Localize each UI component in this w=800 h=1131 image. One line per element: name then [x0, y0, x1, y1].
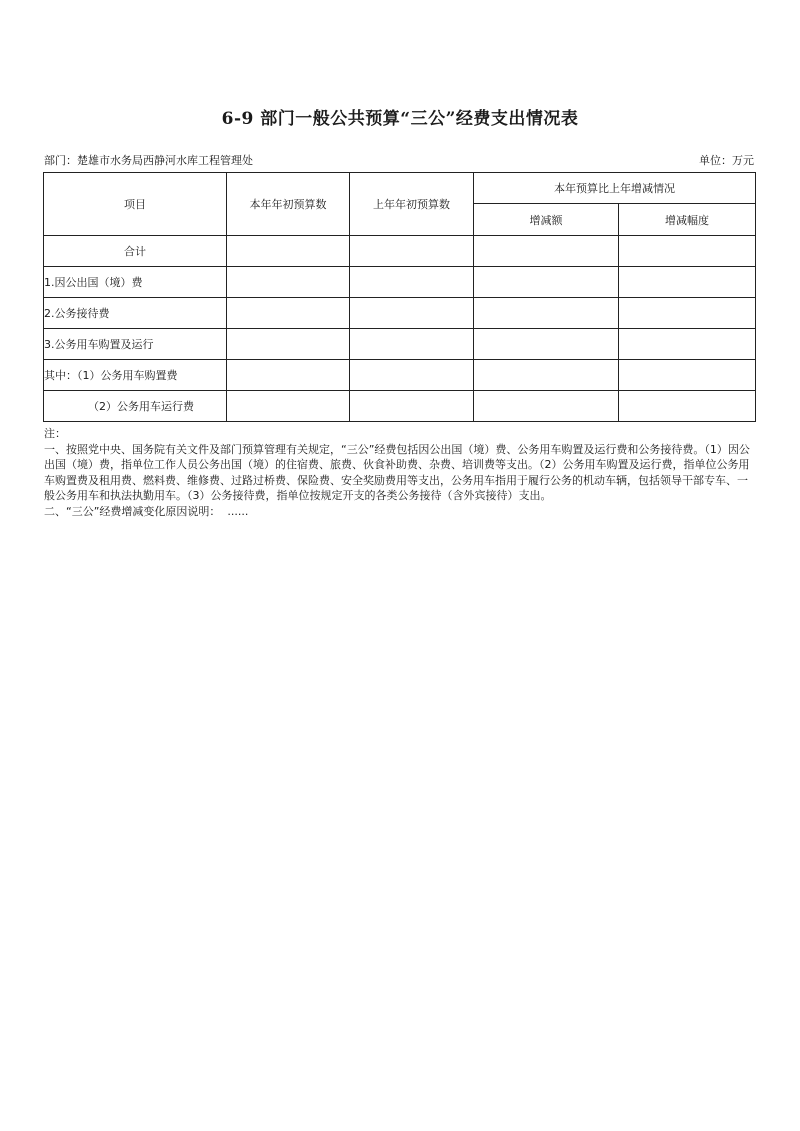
cell-current	[227, 391, 350, 422]
table-row	[44, 298, 756, 329]
cell-change	[474, 360, 619, 391]
cell-previous	[350, 267, 474, 298]
cell-previous	[350, 360, 474, 391]
row-label: （2）公务用车运行费	[44, 391, 227, 422]
cell-previous	[350, 391, 474, 422]
cell-rate	[619, 298, 756, 329]
header-comparison: 本年预算比上年增减情况	[474, 173, 756, 204]
cell-previous	[350, 298, 474, 329]
header-change-rate: 增减幅度	[619, 204, 756, 236]
header-item: 项目	[44, 173, 227, 236]
page-title: 6-9 部门一般公共预算“三公”经费支出情况表	[221, 109, 579, 129]
budget-table	[43, 172, 756, 422]
cell-change	[474, 391, 619, 422]
cell-change	[474, 329, 619, 360]
cell-previous	[350, 329, 474, 360]
table-row	[44, 267, 756, 298]
header-current-budget: 本年年初预算数	[227, 173, 350, 236]
row-label: 3.公务用车购置及运行	[44, 329, 227, 360]
cell-rate	[619, 236, 756, 267]
notes-paragraph-2: 二、“三公”经费增减变化原因说明： ......	[44, 504, 249, 518]
cell-previous	[350, 236, 474, 267]
cell-rate	[619, 267, 756, 298]
cell-current	[227, 236, 350, 267]
department-label: 部门：楚雄市水务局西静河水库工程管理处	[44, 154, 253, 167]
header-previous-budget: 上年年初预算数	[350, 173, 474, 236]
header-change-amount: 增减额	[474, 204, 619, 236]
row-label: 1.因公出国（境）费	[44, 267, 227, 298]
notes-section	[44, 426, 756, 519]
notes-heading: 注：	[44, 427, 66, 440]
table-row	[44, 329, 756, 360]
cell-rate	[619, 360, 756, 391]
cell-current	[227, 298, 350, 329]
notes-paragraph-1: 一、按照党中央、国务院有关文件及部门预算管理有关规定，“三公”经费包括因公出国（境）费、公务用车购置及运行费和公务接待费。（1）因公出国（境）费，指单位工作人员公务出国（境）的住宿费、旅费、伙食补助费、杂费、培训费等支出。（2）公务用车购置及运行费，指单位公务用车购置费及租用费、燃料费、维修费、过路过桥费、保险费、安全奖励费用等支出，公务用车指用于履行公务的机动车辆，包括领导干部专车、一般公务用车和执法执勤用车。（3）公务接待费，指单位按规定开支的各类公务接待（含外宾接待）支出。	[44, 442, 750, 502]
table-row	[44, 236, 756, 267]
row-label: 合计	[44, 236, 227, 267]
cell-rate	[619, 329, 756, 360]
row-label: 其中：（1）公务用车购置费	[44, 360, 227, 391]
cell-current	[227, 360, 350, 391]
row-label: 2.公务接待费	[44, 298, 227, 329]
cell-change	[474, 236, 619, 267]
unit-label: 单位：万元	[699, 154, 754, 167]
table-row	[44, 360, 756, 391]
cell-change	[474, 298, 619, 329]
cell-change	[474, 267, 619, 298]
table-row	[44, 391, 756, 422]
cell-rate	[619, 391, 756, 422]
cell-current	[227, 267, 350, 298]
cell-current	[227, 329, 350, 360]
